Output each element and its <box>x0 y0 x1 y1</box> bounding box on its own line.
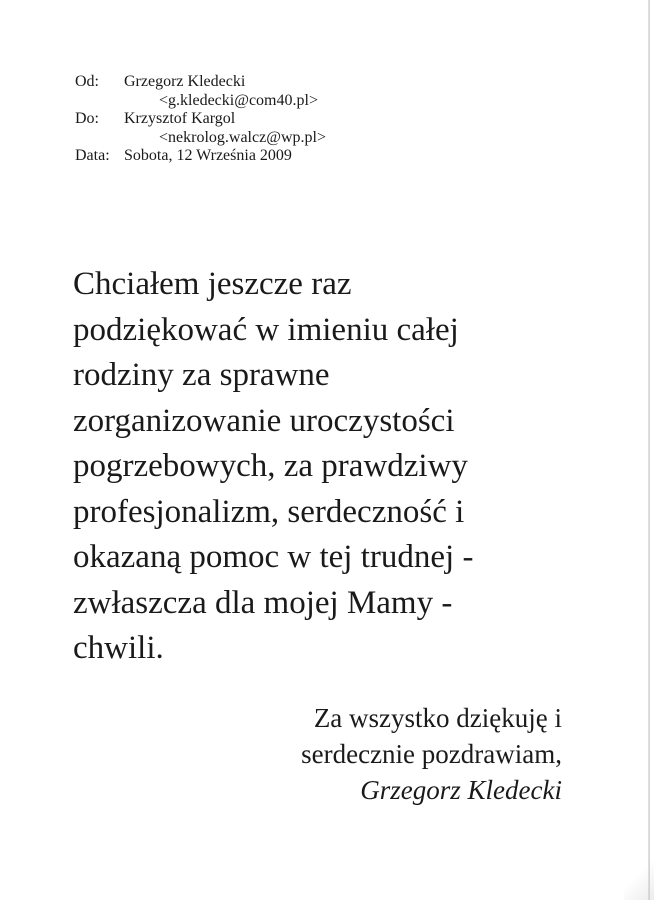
closing-block <box>301 700 562 808</box>
date-row <box>75 147 326 166</box>
body-line: zorganizowanie uroczystości <box>73 402 455 439</box>
body-line: zwłaszcza dla mojej Mamy - <box>73 584 453 621</box>
body-line: rodziny za sprawne <box>73 357 330 393</box>
body-line: podziękować w imieniu całej <box>73 311 459 348</box>
date-value: Sobota, 12 Września 2009 <box>124 147 292 164</box>
closing-line-1: Za wszystko dziękuję i <box>313 703 562 733</box>
signature: Grzegorz Kledecki <box>360 775 562 805</box>
closing-line-2: serdecznie pozdrawiam, <box>301 739 562 769</box>
to-email-row <box>75 129 326 148</box>
message-body <box>73 262 593 672</box>
from-row <box>75 73 326 92</box>
from-email-row <box>75 92 326 111</box>
body-line: okazaną pomoc w tej trudnej - <box>73 539 474 575</box>
from-name: Grzegorz Kledecki <box>124 73 246 90</box>
from-label: Od: <box>75 73 99 90</box>
scan-edge <box>648 0 650 900</box>
body-line: pogrzebowych, za prawdziwy <box>73 448 468 484</box>
to-email: <nekrolog.walcz@wp.pl> <box>159 128 326 146</box>
date-label: Data: <box>75 147 110 164</box>
scan-corner-shadow <box>624 860 654 900</box>
body-line: Chciałem jeszcze raz <box>73 266 352 302</box>
body-line: chwili. <box>73 630 164 666</box>
email-header <box>75 73 326 166</box>
body-line: profesjonalizm, serdeczność i <box>73 493 465 530</box>
to-row <box>75 110 326 129</box>
to-label: Do: <box>75 110 99 127</box>
to-name: Krzysztof Kargol <box>124 110 236 127</box>
from-email: <g.kledecki@com40.pl> <box>159 91 318 109</box>
